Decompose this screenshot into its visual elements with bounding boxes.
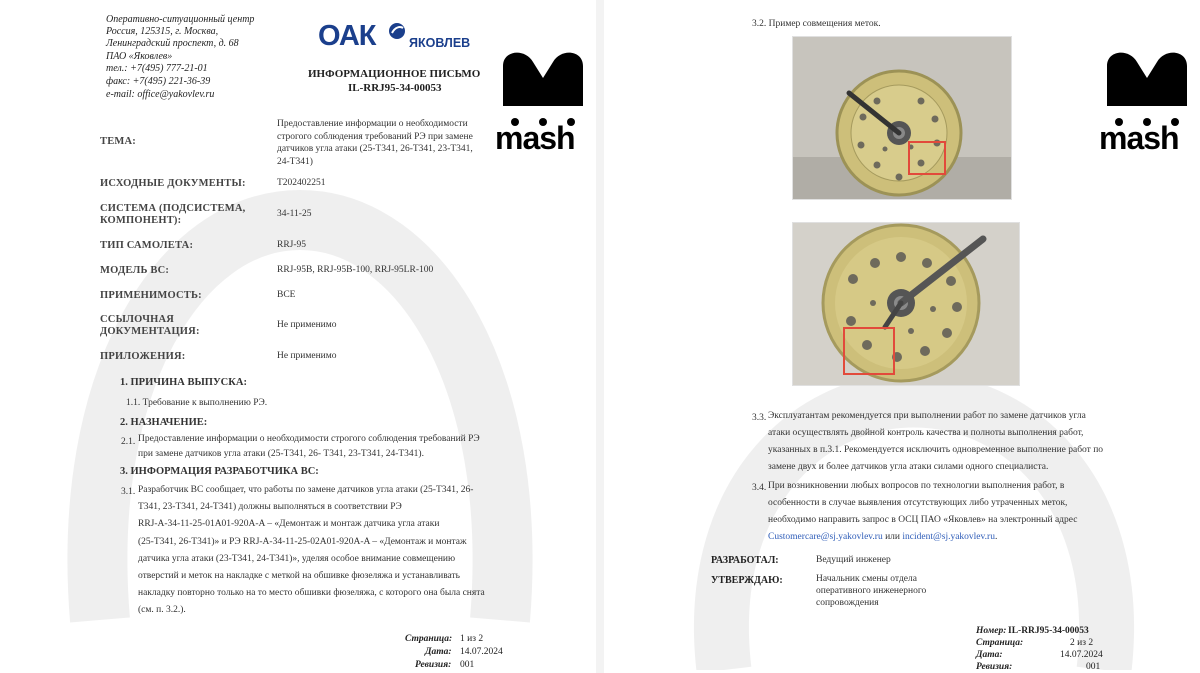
- subject-line: Предоставление информации о необходимости: [277, 119, 468, 129]
- org-line: тел.: +7(495) 777-21-01: [106, 63, 208, 74]
- field-label-source-docs: ИСХОДНЫЕ ДОКУМЕНТЫ:: [100, 178, 246, 189]
- text-line: датчика угла атаки (23-Т341, 24-Т341)», уделяя особое внимание совмещению: [138, 553, 456, 564]
- text-line: указанных в п.3.1. Рекомендуется исключить одновременное выполнение работ по: [768, 445, 1104, 455]
- oak-swirl-icon: [388, 22, 406, 40]
- text-line: необходимо направить запрос в ОСЦ ПАО «Яковлев» на электронный адрес: [768, 515, 1078, 525]
- footer-rev-label: Ревизия:: [415, 660, 452, 670]
- org-line: Ленинградский проспект, д. 68: [106, 38, 239, 49]
- section-1-1: 1.1. Требование к выполнению РЭ.: [126, 398, 268, 408]
- field-label-applicability: ПРИМЕНИМОСТЬ:: [100, 290, 202, 301]
- text-line: При возникновении любых вопросов по технологии выполнения работ, в: [768, 481, 1065, 491]
- approved-value: [816, 573, 926, 609]
- field-value-applicability: ВСЕ: [277, 290, 296, 300]
- mash-logo-text: mash: [495, 120, 575, 156]
- incident-email-link[interactable]: incident@sj.yakovlev.ru: [902, 532, 995, 542]
- customercare-email-link[interactable]: Customercare@sj.yakovlev.ru: [768, 532, 883, 542]
- text-line: Разработчик ВС сообщает, что работы по замене датчиков угла атаки (25-Т341, 26-: [138, 485, 474, 495]
- field-label-model: МОДЕЛЬ ВС:: [100, 265, 170, 276]
- field-label-attachments: ПРИЛОЖЕНИЯ:: [100, 351, 186, 362]
- footer-rev-value: 001: [1086, 662, 1101, 672]
- oak-yakovlev-logo: [318, 22, 478, 56]
- section-3-2-title: 3.2. Пример совмещения меток.: [752, 19, 881, 29]
- subject-line: строгого соблюдения требований РЭ при замене: [277, 131, 473, 142]
- footer-number-value: IL-RRJ95-34-00053: [1008, 626, 1089, 636]
- page-separator: [596, 0, 604, 673]
- field-value-system: 34-11-25: [277, 209, 312, 219]
- sensor-photo-2: [792, 222, 1020, 386]
- footer-page-label: Страница:: [405, 634, 453, 644]
- footer-date-value: 14.07.2024: [1060, 650, 1103, 660]
- org-line: ПАО «Яковлев»: [106, 51, 173, 62]
- angle-of-attack-sensor-image: [793, 37, 1011, 199]
- developed-label: РАЗРАБОТАЛ:: [711, 555, 779, 566]
- text-line: замене двух и более датчиков угла атаки силами одного специалиста.: [768, 462, 1049, 472]
- footer-page-value: 2 из 2: [1070, 638, 1094, 648]
- section-3-1-num: 3.1.: [121, 487, 136, 497]
- footer-rev-label: Ревизия:: [976, 662, 1013, 672]
- text-line: при замене датчиков угла атаки (25-Т341, 26- Т341, 23-Т341, 24-Т341).: [138, 449, 424, 459]
- text-line: Предоставление информации о необходимости строгого соблюдения требований РЭ: [138, 434, 480, 444]
- oak-logo-text: ОАК: [318, 20, 376, 52]
- org-line: Россия, 125315, г. Москва,: [106, 26, 219, 37]
- field-value-model: RRJ-95B, RRJ-95B-100, RRJ-95LR-100: [277, 265, 434, 275]
- text-line: (см. п. 3.2.).: [138, 605, 186, 616]
- section-3-4-text: [768, 478, 1104, 546]
- field-label-reference-2: ДОКУМЕНТАЦИЯ:: [100, 326, 200, 337]
- section-3-3-num: 3.3.: [752, 413, 767, 423]
- section-3-1-text: [138, 482, 498, 620]
- text-line: особенности в случае выявления отсутствующих либо утраченных меток,: [768, 498, 1068, 508]
- text-line: (25-Т341, 26-Т341)» и РЭ RRJ-A-34-11-25-02A01-920A-A – «Демонтаж и монтаж: [138, 536, 467, 547]
- section-3-4-num: 3.4.: [752, 483, 767, 493]
- footer-date-value: 14.07.2024: [460, 647, 503, 657]
- text-line: сопровождения: [816, 598, 879, 608]
- approved-label: УТВЕРЖДАЮ:: [711, 575, 783, 586]
- section-1-title: 1. ПРИЧИНА ВЫПУСКА:: [120, 377, 247, 388]
- letter-title: ИНФОРМАЦИОННОЕ ПИСЬМО: [308, 68, 481, 80]
- footer-date-label: Дата:: [425, 647, 452, 657]
- footer-page-label: Страница:: [976, 638, 1024, 648]
- footer-page-value: 1 из 2: [460, 634, 484, 644]
- text-line: атаки осуществлять двойной контроль качества и полноты выполнения работ,: [768, 428, 1084, 438]
- document-page-2: [604, 0, 1200, 673]
- subject-line: датчиков угла атаки (25-Т341, 26-Т341, 23-Т341,: [277, 144, 473, 154]
- section-2-1-num: 2.1.: [121, 437, 136, 447]
- field-label-subject: ТЕМА:: [100, 136, 136, 147]
- org-line: Оперативно-ситуационный центр: [106, 14, 255, 25]
- footer-date-label: Дата:: [976, 650, 1003, 660]
- mash-logo-text: mash: [1099, 120, 1179, 156]
- field-value-attachments: Не применимо: [277, 351, 337, 361]
- org-line: факс: +7(495) 221-36-39: [106, 76, 211, 87]
- text-line: Начальник смены отдела: [816, 574, 917, 584]
- section-3-3-text: [768, 408, 1104, 476]
- yakovlev-logo-text: ЯКОВЛЕВ: [409, 36, 471, 50]
- footer-number-label: Номер:: [976, 626, 1007, 636]
- field-label-system-2: КОМПОНЕНТ):: [100, 215, 182, 226]
- highlight-box: [843, 327, 895, 375]
- sensor-photo-1: [792, 36, 1012, 200]
- field-label-aircraft-type: ТИП САМОЛЕТА:: [100, 240, 194, 251]
- section-2-1-text: [138, 432, 498, 462]
- field-label-system: СИСТЕМА (ПОДСИСТЕМА,: [100, 203, 246, 214]
- text-fragment: .: [994, 532, 998, 542]
- text-line: RRJ-A-34-11-25-01A01-920A-A – «Демонтаж и монтаж датчика угла атаки: [138, 519, 440, 530]
- document-page-1: [0, 0, 596, 673]
- section-2-title: 2. НАЗНАЧЕНИЕ:: [120, 417, 208, 428]
- email-line: [768, 529, 1104, 546]
- text-line: Эксплуатантам рекомендуется при выполнении работ по замене датчиков угла: [768, 411, 1086, 421]
- angle-of-attack-sensor-image: [793, 223, 1019, 385]
- text-fragment: или: [882, 532, 903, 542]
- text-line: Т341, 23-Т341, 24-Т341) должны выполняться в соответствии РЭ: [138, 502, 402, 513]
- footer-rev-value: 001: [460, 660, 475, 670]
- letter-number: IL-RRJ95-34-00053: [348, 82, 442, 94]
- org-line: e-mail: office@yakovlev.ru: [106, 89, 215, 100]
- field-value-aircraft-type: RRJ-95: [277, 240, 307, 250]
- text-line: накладку повторно только на то место обшивки фюзеляжа, с которого она была снята: [138, 588, 485, 599]
- field-label-reference: ССЫЛОЧНАЯ: [100, 314, 175, 325]
- subject-line: 24-Т341): [277, 156, 313, 167]
- field-value-source-docs: Т202402251: [277, 178, 326, 188]
- developed-value: Ведущий инженер: [816, 555, 891, 565]
- field-value-subject: [277, 118, 473, 168]
- text-line: оперативного инженерного: [816, 586, 927, 596]
- section-3-title: 3. ИНФОРМАЦИЯ РАЗРАБОТЧИКА ВС:: [120, 466, 319, 477]
- highlight-box: [908, 141, 946, 175]
- field-value-reference: Не применимо: [277, 320, 337, 330]
- text-line: отверстий и меток на накладке с меткой на обшивке фюзеляжа и устанавливать: [138, 571, 461, 582]
